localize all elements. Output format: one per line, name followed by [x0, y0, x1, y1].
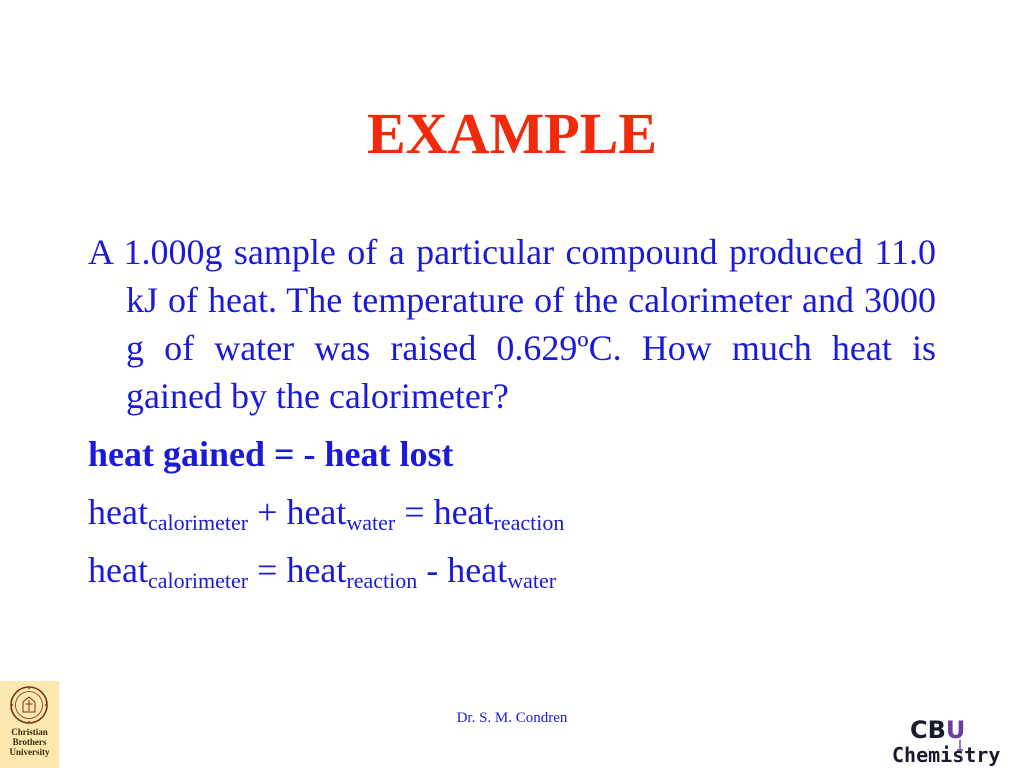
- problem-statement: A 1.000g sample of a particular compound produced 11.0 kJ of heat. The temperature of the calorimeter and 3000 g of water was raised 0.629ºC. How much heat is gained by the calorimeter?: [88, 232, 936, 416]
- equation-term: = heat: [248, 550, 347, 590]
- university-name-line: Christian: [11, 727, 48, 737]
- equation-subscript: calorimeter: [147, 568, 249, 593]
- equation-heat-balance: [88, 488, 936, 536]
- slide-title: EXAMPLE: [367, 101, 657, 166]
- cbu-chemistry-logo: [890, 714, 1015, 768]
- university-name-line: Brothers: [12, 737, 47, 747]
- equation-subscript: reaction: [346, 568, 418, 593]
- equation-term: heat: [88, 550, 148, 590]
- equation-term: = heat: [395, 492, 494, 532]
- equation-rearranged: [88, 546, 936, 594]
- equation-subscript: calorimeter: [147, 510, 249, 535]
- university-name-line: University: [9, 747, 50, 757]
- slide-body: [88, 228, 936, 594]
- equation-term: + heat: [248, 492, 347, 532]
- principle-statement: heat gained = - heat lost: [88, 434, 454, 474]
- svg-text:Chemistry: Chemistry: [892, 743, 1001, 767]
- svg-text:CBU: CBU: [910, 716, 966, 744]
- equation-subscript: reaction: [493, 510, 565, 535]
- equation-term: - heat: [417, 550, 508, 590]
- equation-term: heat: [88, 492, 148, 532]
- footer-author: Dr. S. M. Condren: [456, 710, 568, 726]
- equation-subscript: water: [346, 510, 396, 535]
- university-name: [0, 727, 59, 757]
- equation-subscript: water: [507, 568, 557, 593]
